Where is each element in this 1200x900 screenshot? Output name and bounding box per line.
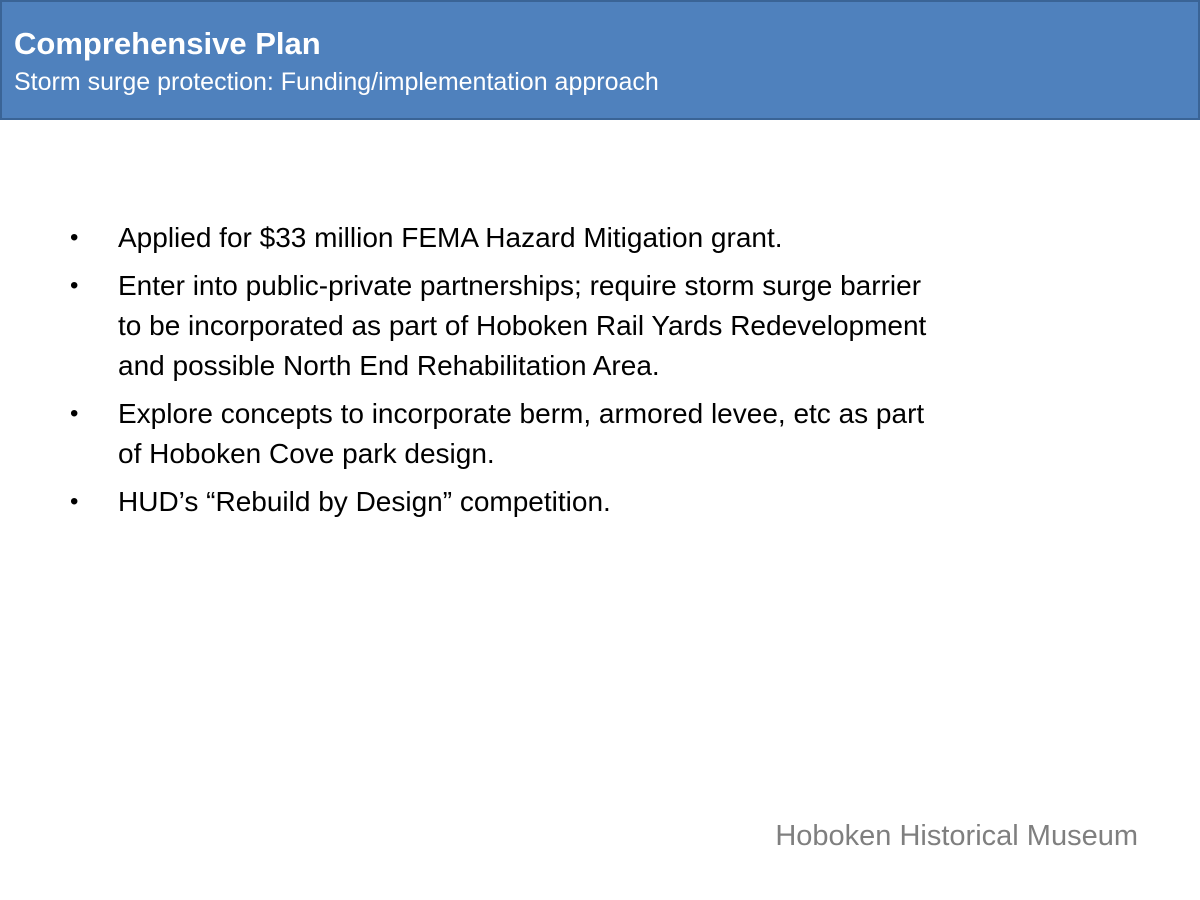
bullet-marker: • — [70, 224, 79, 251]
bullet-marker: • — [70, 400, 79, 427]
bullet-item — [70, 394, 950, 474]
slide-header — [0, 0, 1200, 120]
bullet-list — [70, 218, 950, 530]
slide-subtitle: Storm surge protection: Funding/implementation approach — [14, 68, 659, 96]
bullet-item — [70, 218, 950, 258]
bullet-item — [70, 266, 950, 386]
slide-title: Comprehensive Plan — [14, 26, 321, 61]
bullet-item — [70, 482, 950, 522]
bullet-text: HUD’s “Rebuild by Design” competition. — [118, 486, 611, 517]
bullet-text: Explore concepts to incorporate berm, armored levee, etc as part of Hoboken Cove park design. — [118, 398, 925, 469]
bullet-text: Applied for $33 million FEMA Hazard Mitigation grant. — [118, 222, 783, 253]
bullet-text: Enter into public-private partnerships; require storm surge barrier to be incorporated as part of Hoboken Rail Yards Redevelopment and possible North End Rehabilitation Area. — [118, 270, 927, 381]
bullet-marker: • — [70, 272, 79, 299]
museum-watermark: Hoboken Historical Museum — [775, 820, 1138, 852]
bullet-marker: • — [70, 488, 79, 515]
